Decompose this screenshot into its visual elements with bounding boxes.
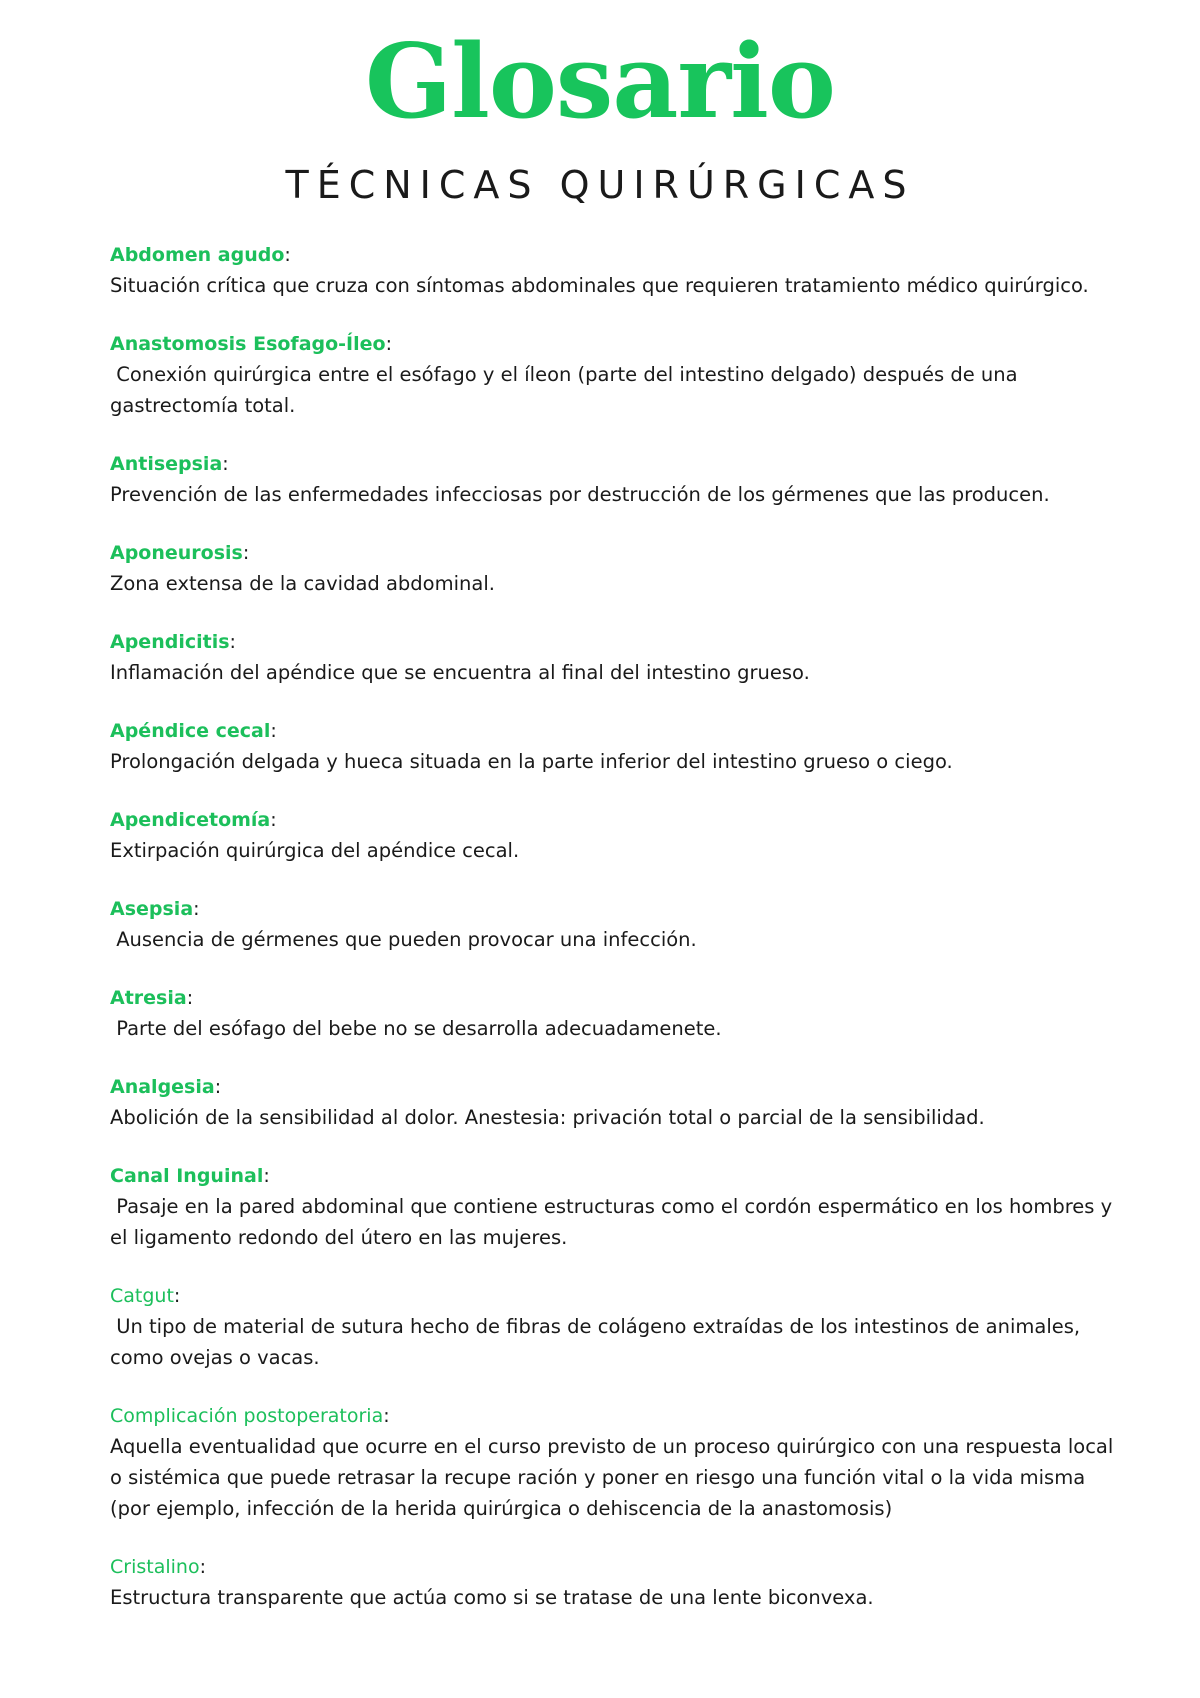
term-name: Cristalino: [110, 1556, 200, 1578]
glossary-entry: Atresia: Parte del esófago del bebe no se desarrolla adecuadamenete.: [110, 983, 1120, 1044]
term-definition: Abolición de la sensibilidad al dolor. Anestesia: privación total o parcial de la sensibilidad.: [110, 1106, 985, 1129]
page-subtitle: TÉCNICAS QUIRÚRGICAS: [285, 163, 915, 207]
term-name: Antisepsia: [110, 453, 223, 475]
glossary-entry: Antisepsia: Prevención de las enfermedades infecciosas por destrucción de los gérmenes que las producen.: [110, 449, 1120, 510]
term-name: Anastomosis Esofago-Íleo: [110, 333, 386, 355]
glossary-entry: Apendicitis: Inflamación del apéndice que se encuentra al final del intestino grueso.: [110, 627, 1120, 688]
term-name: Abdomen agudo: [110, 244, 285, 266]
term-name: Analgesia: [110, 1076, 215, 1098]
glossary-entry: Apéndice cecal: Prolongación delgada y hueca situada en la parte inferior del intestino grueso o ciego.: [110, 716, 1120, 777]
glossary-entry: Complicación postoperatoria: Aquella eventualidad que ocurre en el curso previsto de un proceso quirúrgico con una respuesta local o sistémica que puede retrasar la recupe ración y poner en riesgo una función vital o la vida misma (por ejemplo, infección de la herida quirúrgica o dehiscencia de la anastomosis): [110, 1401, 1120, 1524]
glossary-list: [110, 240, 1120, 1641]
glossary-entry: Apendicetomía: Extirpación quirúrgica del apéndice cecal.: [110, 805, 1120, 866]
term-name: Aponeurosis: [110, 542, 243, 564]
term-definition: Aquella eventualidad que ocurre en el curso previsto de un proceso quirúrgico con una respuesta local o sistémica que puede retrasar la recupe ración y poner en riesgo una función vital o la vida misma (por ejemplo, infección de la herida quirúrgica o dehiscencia de la anastomosis): [110, 1435, 1120, 1520]
glossary-entry: Cristalino: Estructura transparente que actúa como si se tratase de una lente biconvexa.: [110, 1552, 1120, 1613]
term-name: Catgut: [110, 1285, 174, 1307]
term-definition: Zona extensa de la cavidad abdominal.: [110, 572, 495, 595]
term-name: Asepsia: [110, 898, 194, 920]
term-definition: Prevención de las enfermedades infecciosas por destrucción de los gérmenes que las producen.: [110, 483, 1050, 506]
glossary-entry: Anastomosis Esofago-Íleo: Conexión quirúrgica entre el esófago y el íleon (parte del intestino delgado) después de una gastrectomía total.: [110, 329, 1120, 421]
term-definition: Prolongación delgada y hueca situada en la parte inferior del intestino grueso o ciego.: [110, 750, 953, 773]
term-name: Complicación postoperatoria: [110, 1405, 384, 1427]
glossary-entry: Asepsia: Ausencia de gérmenes que pueden provocar una infección.: [110, 894, 1120, 955]
term-definition: Parte del esófago del bebe no se desarrolla adecuadamenete.: [110, 1017, 722, 1040]
term-definition: Inflamación del apéndice que se encuentra al final del intestino grueso.: [110, 661, 810, 684]
term-definition: Pasaje en la pared abdominal que contiene estructuras como el cordón espermático en los hombres y el ligamento redondo del útero en las mujeres.: [110, 1195, 1119, 1249]
term-definition: Extirpación quirúrgica del apéndice cecal.: [110, 839, 520, 862]
term-definition: Ausencia de gérmenes que pueden provocar una infección.: [110, 928, 697, 951]
term-definition: Estructura transparente que actúa como si se tratase de una lente biconvexa.: [110, 1586, 874, 1609]
glossary-entry: Canal Inguinal: Pasaje en la pared abdominal que contiene estructuras como el cordón espermático en los hombres y el ligamento redondo del útero en las mujeres.: [110, 1161, 1120, 1253]
term-name: Atresia: [110, 987, 187, 1009]
term-name: Canal Inguinal: [110, 1165, 264, 1187]
term-definition: Conexión quirúrgica entre el esófago y el íleon (parte del intestino delgado) después de una gastrectomía total.: [110, 363, 1024, 417]
page-title: Glosario: [365, 22, 835, 142]
term-name: Apendicetomía: [110, 809, 271, 831]
term-name: Apendicitis: [110, 631, 230, 653]
glossary-entry: Analgesia: Abolición de la sensibilidad al dolor. Anestesia: privación total o parcial de la sensibilidad.: [110, 1072, 1120, 1133]
term-definition: Situación crítica que cruza con síntomas abdominales que requieren tratamiento médico quirúrgico.: [110, 274, 1089, 297]
glossary-entry: Abdomen agudo: Situación crítica que cruza con síntomas abdominales que requieren tratamiento médico quirúrgico.: [110, 240, 1120, 301]
term-definition: Un tipo de material de sutura hecho de fibras de colágeno extraídas de los intestinos de animales, como ovejas o vacas.: [110, 1315, 1087, 1369]
glossary-entry: Aponeurosis: Zona extensa de la cavidad abdominal.: [110, 538, 1120, 599]
term-name: Apéndice cecal: [110, 720, 271, 742]
glossary-entry: Catgut: Un tipo de material de sutura hecho de fibras de colágeno extraídas de los intestinos de animales, como ovejas o vacas.: [110, 1281, 1120, 1373]
